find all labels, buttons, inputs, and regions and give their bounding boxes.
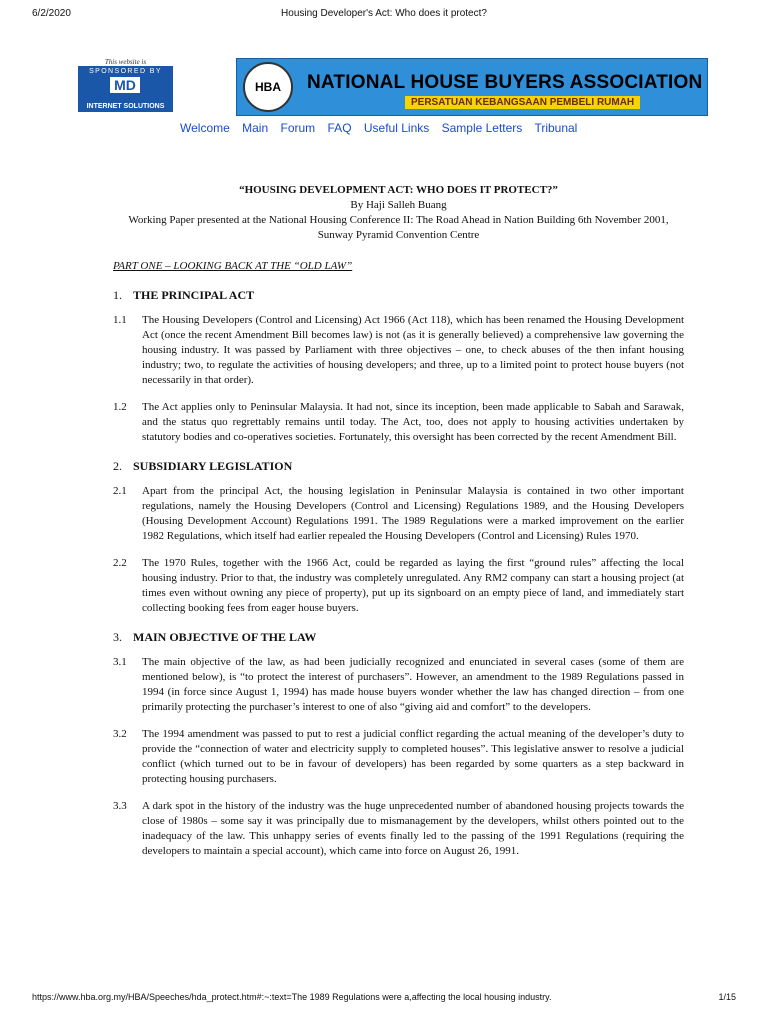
section-heading: 2. SUBSIDIARY LEGISLATION bbox=[113, 459, 293, 473]
nav-sample-letters[interactable]: Sample Letters bbox=[441, 121, 523, 135]
sponsor-line1: SPONSORED BY bbox=[89, 68, 162, 75]
nav-forum[interactable]: Forum bbox=[280, 121, 316, 135]
paragraph: 1.1 The Housing Developers (Control and Licensing) Act 1966 (Act 118), which has been renamed the Housing Development Act (once the recent Amendment Bill becomes law) is not (as it is generally believed) a comprehensive law governing the housing industry. It was passed by Parliament with three objectives – one, to check abuses of the then infant housing industry; two, to regulate the activities of housing developers; and three, up to a limited point to protect house buyers (not necessarily in that order). bbox=[113, 314, 684, 386]
sponsor-line2: INTERNET SOLUTIONS bbox=[86, 103, 165, 110]
paragraph: 3.1 The main objective of the law, as had been judicially recognized and enunciated in several cases (some of them are mentioned below), is “to protect the interest of purchasers”. However, an amendment to the 1989 Regulations passed in 1994 (in force since August 1, 1994) has made house buyers wonder whether the law has changed direction – from one primarily protecting the purchaser’s interest to one of also “giving aid and comfort” to the developers. bbox=[113, 656, 684, 713]
nav-faq[interactable]: FAQ bbox=[327, 121, 352, 135]
paragraph: 3.2 The 1994 amendment was passed to put to rest a judicial conflict regarding the actual meaning of the developer’s duty to provide the “connection of water and electricity supply to completed houses”. This legislative answer to resolve a judicial conflict (which turned out to be in favour of developers) has been regarded by some quarters as a step backward in protecting housing purchasers. bbox=[113, 728, 684, 785]
document-body bbox=[113, 183, 684, 871]
doc-title: “HOUSING DEVELOPMENT ACT: WHO DOES IT PROTECT?” bbox=[239, 184, 558, 196]
md-logo-icon: MD bbox=[110, 77, 140, 93]
nav-welcome[interactable]: Welcome bbox=[180, 121, 230, 135]
paragraph: 1.2 The Act applies only to Peninsular Malaysia. It had not, since its inception, been made applicable to Sabah and Sarawak, and the status quo regrettably remains until today. The Act, too, does not apply to housing activities undertaken by statutory bodies and co-operatives societies. Fortunately, this oversight has been corrected by the recent Amendment Bill. bbox=[113, 401, 684, 443]
banner-name: NATIONAL HOUSE BUYERS ASSOCIATION bbox=[307, 72, 703, 93]
print-date: 6/2/2020 bbox=[32, 8, 71, 19]
doc-venue: Sunway Pyramid Convention Centre bbox=[317, 229, 480, 241]
hba-banner[interactable] bbox=[236, 58, 708, 116]
print-footer bbox=[0, 992, 768, 1012]
sponsor-logo[interactable] bbox=[78, 58, 173, 114]
part-heading: PART ONE – LOOKING BACK AT THE “OLD LAW” bbox=[113, 260, 353, 272]
paragraph: 3.3 A dark spot in the history of the industry was the huge unprecedented number of abandoned housing projects towards the close of 1980s – some say it was principally due to mismanagement by the developers, whilst others pointed out to the inadequacy of the law. This unhappy series of events finally led to the passing of the 1991 Regulations (requiring the developers to maintain a special account), which came into force on August 26, 1991. bbox=[113, 800, 684, 857]
paragraph: 2.2 The 1970 Rules, together with the 1966 Act, could be regarded as laying the first “ground rules” affecting the local housing industry. Prior to that, the industry was completely unregulated. Any RM2 company can start a housing project (at times even without owning any piece of property), put up its signboard on an empty piece of land, and immediately start collecting booking fees from eager house buyers. bbox=[113, 557, 684, 614]
section-heading: 3. MAIN OBJECTIVE OF THE LAW bbox=[113, 630, 317, 644]
doc-author: By Haji Salleh Buang bbox=[350, 199, 447, 211]
nav-useful-links[interactable]: Useful Links bbox=[363, 121, 430, 135]
print-url: https://www.hba.org.my/HBA/Speeches/hda_protect.htm#:~:text=The 1989 Regulations were a,affecting the local housing industry. bbox=[32, 992, 552, 1002]
banner-subtitle: PERSATUAN KEBANGSAAN PEMBELI RUMAH bbox=[405, 96, 640, 109]
section-heading: 1. THE PRINCIPAL ACT bbox=[113, 288, 255, 302]
nav-tribunal[interactable]: Tribunal bbox=[534, 121, 578, 135]
print-title: Housing Developer's Act: Who does it protect? bbox=[281, 8, 487, 19]
doc-occasion: Working Paper presented at the National Housing Conference II: The Road Ahead in Nation Building 6th November 2001, bbox=[128, 214, 669, 226]
nav-main[interactable]: Main bbox=[242, 121, 269, 135]
hba-emblem-icon: HBA bbox=[243, 62, 293, 112]
sponsor-caption: This website is bbox=[104, 58, 147, 66]
print-page-number: 1/15 bbox=[718, 992, 736, 1002]
nav-links bbox=[180, 121, 586, 135]
print-header bbox=[0, 0, 768, 22]
paragraph: 2.1 Apart from the principal Act, the housing legislation in Peninsular Malaysia is contained in two other important regulations, namely the Housing Developers (Control and Licensing) Regulations 1989, and the Housing Developers (Housing Development Account) Regulations 1991. The 1989 Regulations were a marked improvement on the earlier 1982 Regulations, which itself had earlier repealed the Housing Developers (Control and Licensing) Rules 1970. bbox=[113, 485, 684, 542]
